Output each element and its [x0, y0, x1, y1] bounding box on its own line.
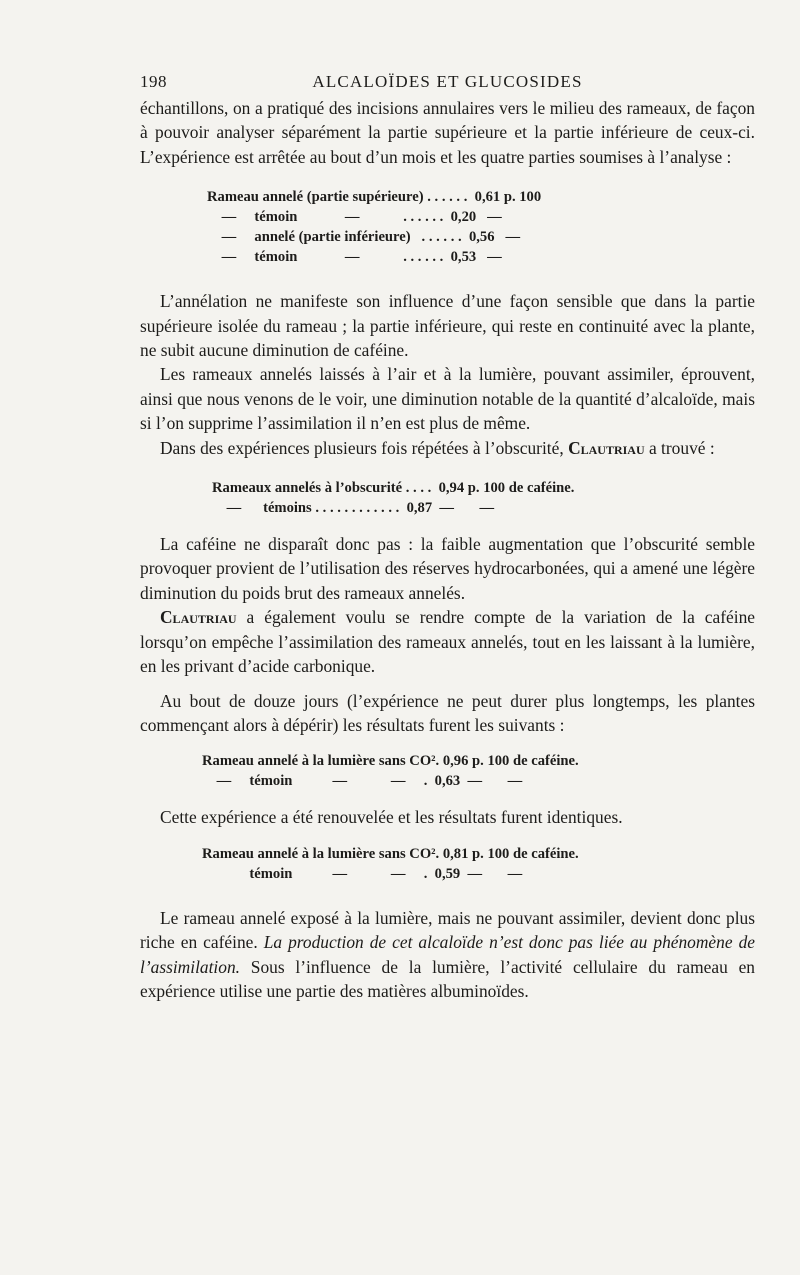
- author-name: Clautriau: [568, 437, 645, 458]
- results-table-darkness: [140, 478, 755, 518]
- paragraph-3: Les rameaux annelés laissés à l’air et à la lumière, pouvant assimiler, éprouvent, ainsi que nous venons de le voir, une diminution notable de la quantité d’alcaloïde, mais si l’on supprime l’assimilation il n’en est plus de même.: [140, 364, 755, 434]
- paragraph-9-start: Le rameau annelé exposé à la lumière, mais ne pouvant assimiler, devient donc plus riche en caféine.: [140, 907, 755, 953]
- italic-conclusion: La production de cet alcaloïde n’est donc pas liée au phénomène de l’assimilation.: [140, 932, 755, 977]
- page-number: 198: [140, 72, 167, 91]
- paragraph-7: Au bout de douze jours (l’expérience ne peut durer plus longtemps, les plantes commençant alors à dépérir) les résultats furent les suivants :: [140, 690, 755, 735]
- running-head: [140, 66, 755, 96]
- paragraph-1: échantillons, on a pratiqué des incisions annulaires vers le milieu des rameaux, de façon à pouvoir analyser séparément la partie supérieure et la partie inférieure de ceux-ci. L’expérience est arrêtée au bout d’un mois et les quatre parties soumises à l’analyse :: [140, 98, 755, 167]
- paragraph-4: [140, 436, 755, 460]
- table-row: — annelé (partie inférieure) . . . . . . 0,56 —: [207, 229, 521, 246]
- paragraph-2: L’annélation ne manifeste son influence d’une façon sensible que dans la partie supérieure isolée du rameau ; la partie inférieure, qui reste en continuité avec la plante, ne subit aucune diminution de caféine.: [140, 291, 755, 361]
- paragraph-5: La caféine ne disparaît donc pas : la faible augmentation que l’obscurité semble provoquer provient de l’utilisation des réserves hydrocarbonées, qui a amené une légère diminution du poids brut des rameaux annelés.: [140, 534, 755, 603]
- paragraph-9-end: Sous l’influence de la lumière, l’activité cellulaire du rameau en expérience utilise une partie des matières albuminoïdes.: [140, 956, 755, 1001]
- author-name: Clautriau: [160, 607, 237, 628]
- results-table-annelation: [140, 187, 755, 267]
- table-row: Rameau annelé à la lumière sans CO². 0,81 p. 100 de caféine.: [202, 845, 579, 862]
- paragraph-4-start: Dans des expériences plusieurs fois répétées à l’obscurité,: [160, 437, 569, 458]
- table-row: Rameau annelé (partie supérieure) . . . . . . 0,61 p. 100: [207, 189, 542, 206]
- table-row: — témoin — . . . . . . 0,20 —: [207, 209, 502, 226]
- table-row: Rameaux annelés à l’obscurité . . . . 0,94 p. 100 de caféine.: [212, 480, 575, 497]
- table-row: — témoins . . . . . . . . . . . . 0,87 — —: [212, 500, 495, 517]
- table-row: — témoin — — . 0,63 — —: [202, 773, 523, 790]
- paragraph-6: [140, 605, 755, 678]
- paragraph-8: Cette expérience a été renouvelée et les résultats furent identiques.: [160, 807, 623, 828]
- table-row: Rameau annelé à la lumière sans CO². 0,96 p. 100 de caféine.: [202, 753, 579, 770]
- table-row: témoin — — . 0,59 — —: [202, 865, 523, 882]
- results-table-no-co2: [140, 751, 755, 791]
- paragraph-4-end: a trouvé :: [644, 437, 715, 458]
- paragraph-9: [140, 906, 755, 1004]
- table-row: — témoin — . . . . . . 0,53 —: [207, 249, 502, 266]
- book-page: [140, 66, 755, 1003]
- results-table-repeat: [140, 844, 755, 884]
- paragraph-6-rest: a également voulu se rendre compte de la variation de la caféine lorsqu’on empêche l’assimilation des rameaux annelés, tout en les laissant à la lumière, en les privant d’acide carbonique.: [140, 607, 755, 677]
- running-title: ALCALOÏDES ET GLUCOSIDES: [312, 72, 583, 91]
- spacer: [140, 679, 755, 689]
